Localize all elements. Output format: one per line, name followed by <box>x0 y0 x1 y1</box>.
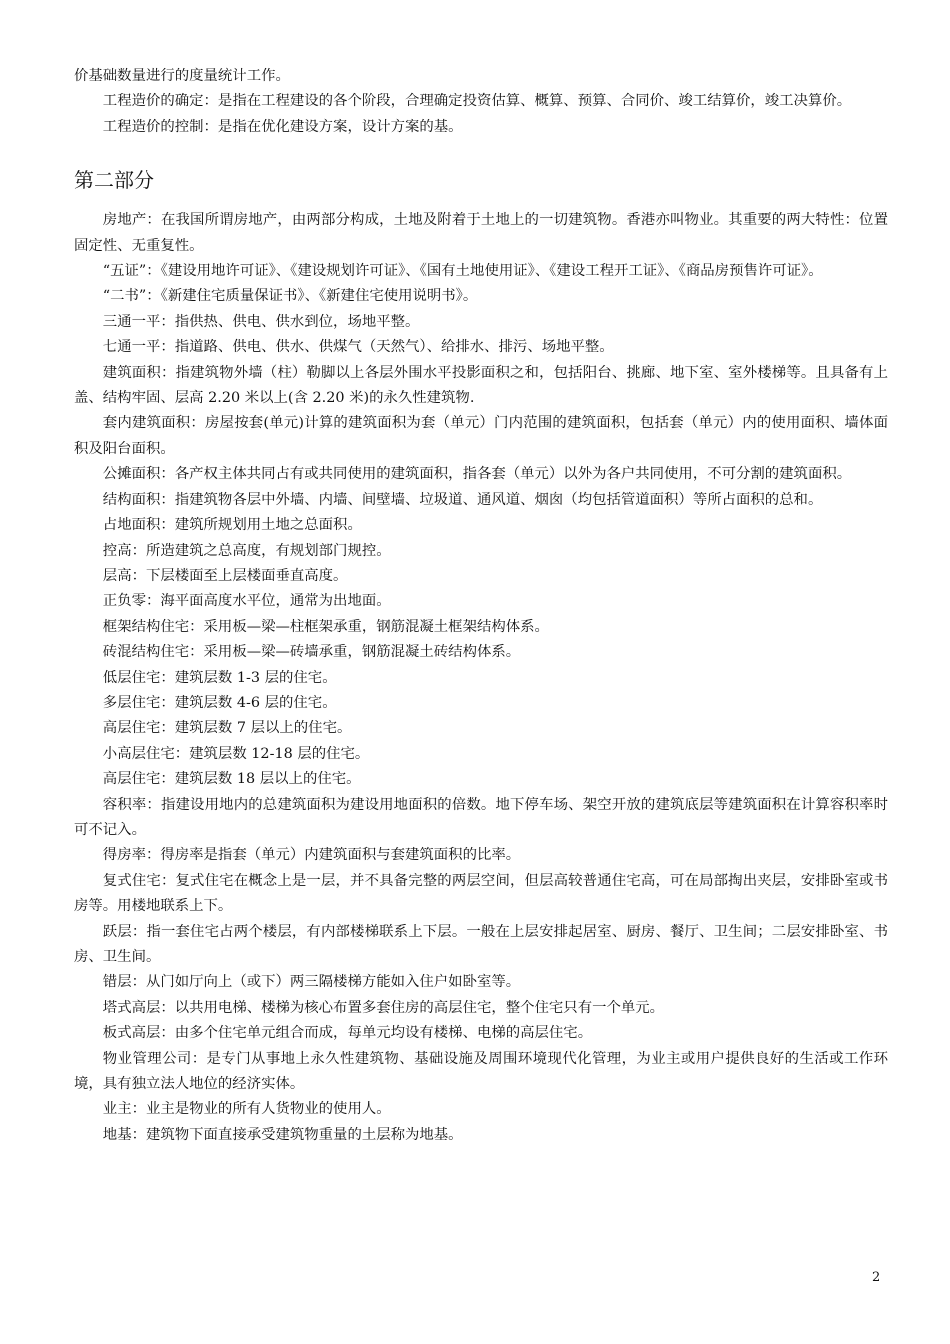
definition-paragraph: 小高层住宅：建筑层数 12-18 层的住宅。 <box>102 745 370 762</box>
definition-paragraph: 砖混结构住宅：采用板—梁—砖墙承重，钢筋混凝土砖结构体系。 <box>102 644 521 661</box>
definition-paragraphs <box>74 208 888 1148</box>
intro-paragraphs <box>74 64 888 140</box>
definition-paragraph: 板式高层：由多个住宅单元组合而成，每单元均设有楼梯、电梯的高层住宅。 <box>102 1025 593 1042</box>
definition-paragraph: 公摊面积：各产权主体共同占有或共同使用的建筑面积，指各套（单元）以外为各户共同使用，不可分割的建筑面积。 <box>102 466 852 483</box>
intro-paragraph: 价基础数量进行的度量统计工作。 <box>74 68 290 84</box>
definition-paragraph: 地基：建筑物下面直接承受建筑物重量的土层称为地基。 <box>102 1126 463 1143</box>
definition-paragraph: “五证”：《建设用地许可证》、《建设规划许可证》、《国有土地使用证》、《建设工程开工证》、《商品房预售许可证》。 <box>102 263 823 280</box>
definition-paragraph: 建筑面积：指建筑物外墙（柱）勒脚以上各层外围水平投影面积之和，包括阳台、挑廊、地下室、室外楼梯等。且具备有上盖、结构牢固、层高 2.20 米以上(含 2.20 米)的永久性建筑物. <box>74 364 888 407</box>
definition-paragraph: 套内建筑面积：房屋按套(单元)计算的建筑面积为套（单元）门内范围的建筑面积，包括套（单元）内的使用面积、墙体面积及阳台面积。 <box>74 415 888 457</box>
definition-paragraph: 跃层：指一套住宅占两个楼层，有内部楼梯联系上下层。一般在上层安排起居室、厨房、餐厅、卫生间；二层安排卧室、书房、卫生间。 <box>74 923 888 965</box>
definition-paragraph: 层高：下层楼面至上层楼面垂直高度。 <box>102 567 348 584</box>
definition-paragraph: 错层：从门如厅向上（或下）两三隔楼梯方能如入住户如卧室等。 <box>102 974 521 991</box>
intro-paragraph: 工程造价的确定：是指在工程建设的各个阶段，合理确定投资估算、概算、预算、合同价、竣工结算价，竣工决算价。 <box>102 93 852 110</box>
definition-paragraph: 框架结构住宅：采用板—梁—柱框架承重，钢筋混凝土框架结构体系。 <box>102 618 549 635</box>
definition-paragraph: 占地面积：建筑所规划用土地之总面积。 <box>102 517 362 534</box>
page-number: 2 <box>872 1270 881 1285</box>
definition-paragraph: “二书”：《新建住宅质量保证书》、《新建住宅使用说明书》。 <box>102 288 478 305</box>
definition-paragraph: 复式住宅：复式住宅在概念上是一层，并不具备完整的两层空间，但层高较普通住宅高，可在局部掏出夹层，安排卧室或书房等。用楼地联系上下。 <box>74 872 888 915</box>
definition-paragraph: 业主：业主是物业的所有人货物业的使用人。 <box>102 1101 391 1118</box>
definition-paragraph: 高层住宅：建筑层数 18 层以上的住宅。 <box>102 771 361 788</box>
section-title: 第二部分 <box>74 168 154 193</box>
definition-paragraph: 三通一平：指供热、供电、供水到位，场地平整。 <box>102 313 420 330</box>
definition-paragraph: 得房率：得房率是指套（单元）内建筑面积与套建筑面积的比率。 <box>102 847 521 864</box>
definition-paragraph: 低层住宅：建筑层数 1-3 层的住宅。 <box>102 669 337 686</box>
definition-paragraph: 容积率：指建设用地内的总建筑面积为建设用地面积的倍数。地下停车场、架空开放的建筑底层等建筑面积在计算容积率时可不记入。 <box>74 796 888 838</box>
definition-paragraph: 塔式高层：以共用电梯、楼梯为核心布置多套住房的高层住宅，整个住宅只有一个单元。 <box>102 999 665 1016</box>
definition-paragraph: 高层住宅：建筑层数 7 层以上的住宅。 <box>102 720 352 737</box>
intro-paragraph: 工程造价的控制：是指在优化建设方案，设计方案的基。 <box>102 118 463 135</box>
definition-paragraph: 房地产：在我国所谓房地产，由两部分构成，土地及附着于土地上的一切建筑物。香港亦叫物业。其重要的两大特性：位置固定性、无重复性。 <box>74 212 888 254</box>
definition-paragraph: 七通一平：指道路、供电、供水、供煤气（天然气）、给排水、排污、场地平整。 <box>102 339 614 356</box>
page-content <box>74 64 888 1148</box>
definition-paragraph: 物业管理公司：是专门从事地上永久性建筑物、基础设施及周围环境现代化管理，为业主或用户提供良好的生活或工作环境，具有独立法人地位的经济实体。 <box>74 1050 888 1093</box>
definition-paragraph: 多层住宅：建筑层数 4-6 层的住宅。 <box>102 694 337 711</box>
definition-paragraph: 结构面积：指建筑物各层中外墙、内墙、间壁墙、垃圾道、通风道、烟囱（均包括管道面积）等所占面积的总和。 <box>102 491 823 508</box>
definition-paragraph: 控高：所造建筑之总高度，有规划部门规控。 <box>102 542 391 559</box>
definition-paragraph: 正负零：海平面高度水平位，通常为出地面。 <box>102 593 391 610</box>
